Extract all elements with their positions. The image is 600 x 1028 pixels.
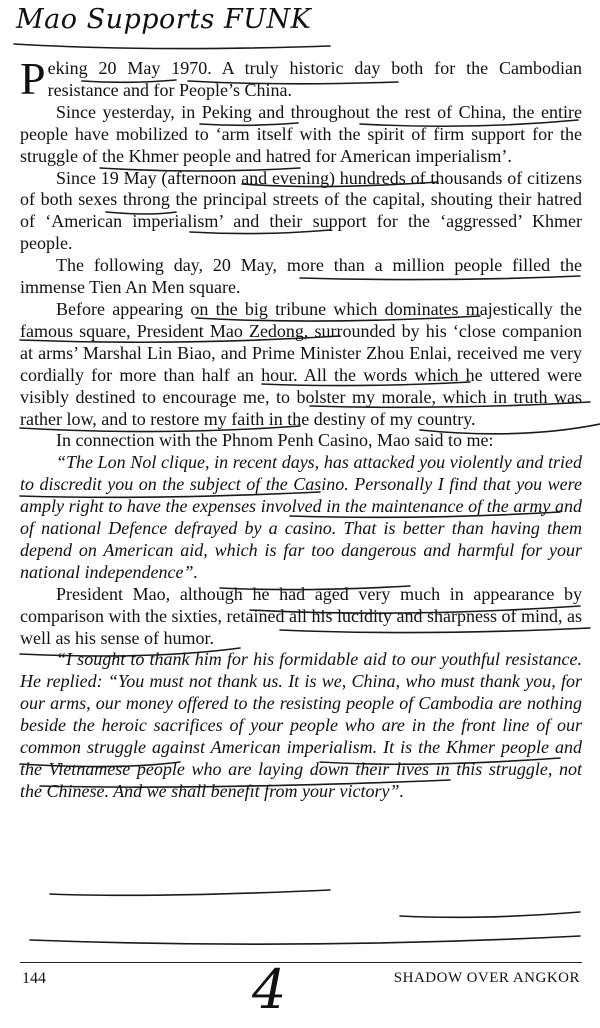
running-footer: SHADOW OVER ANGKOR: [393, 970, 580, 986]
quote-thanks: “I sought to thank him for his formidable aid to our youthful resistance. He replied: “You must not thank us. It is we, China, who must thank you, for our arms, our money offered to the resisting people of Cambodia are nothing beside the heroic sacrifices of your people who are in the front line of our common struggle against American imperialism. It is the Khmer people and the Vietnamese people who are laying down their lives in this struggle, not the Chinese. And we shall benefit from your victory”.: [20, 649, 582, 801]
underline-14: [30, 936, 580, 944]
paragraph-1: [20, 53, 582, 104]
paragraph-8: President Mao, although he had aged very much in appearance by comparison with the sixties, retained all his lucidity and sharpness of mind, as well as his sense of humor.: [20, 583, 582, 648]
drop-cap: P: [20, 53, 46, 104]
handwritten-page-mark: 4: [252, 958, 287, 1021]
body-text: [20, 53, 582, 803]
paragraph-4: The following day, 20 May, more than a million people filled the immense Tien An Men square.: [20, 255, 582, 298]
paragraph-6: In connection with the Phnom Penh Casino, Mao said to me:: [56, 430, 494, 451]
footer-rule: [20, 962, 582, 963]
paragraph-2: Since yesterday, in Peking and throughout the rest of China, the entire people have mobilized to ‘arm itself with the spirit of firm support for the struggle of the Khmer people and hatred for American imperialism’.: [20, 101, 582, 166]
title-underline: [14, 44, 330, 49]
quote-casino: “The Lon Nol clique, in recent days, has attacked you violently and tried to discredit you on the subject of the Casino. Personally I find that you were amply right to have the expenses involved in the maintenance of the army and of national Defence defrayed by a casino. That is better than having them depend on American aid, which is far too dangerous and harmful for your national independence”.: [20, 452, 582, 582]
paragraph-5: Before appearing on the big tribune which dominates majestically the famous square, President Mao Zedong, surrounded by his ‘close companion at arms’ Marshal Lin Biao, and Prime Minister Zhou Enlai, received me very cordially for more than half an hour. All the words which he uttered were visibly destined to encourage me, to bolster my morale, which in truth was rather low, and to restore my faith in the destiny of my country.: [20, 298, 582, 429]
paragraph-1-text: eking 20 May 1970. A truly historic day both for the Cambodian resistance and for People’s China.: [47, 58, 582, 100]
handwritten-title: Mao Supports FUNK: [16, 4, 312, 35]
paragraph-3: Since 19 May (afternoon and evening) hundreds of thousands of citizens of both sexes throng the principal streets of the capital, shouting their hatred of ‘American imperialism’ and their support for the ‘aggressed’ Khmer people.: [20, 167, 582, 254]
page-number: 144: [22, 970, 46, 987]
underline-13: [50, 890, 580, 917]
